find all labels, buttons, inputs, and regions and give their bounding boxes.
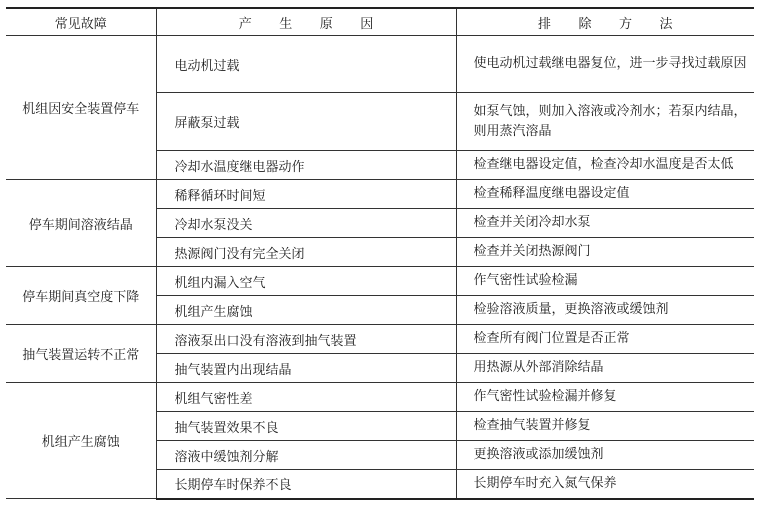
cause-cell: 屏蔽泵过载 xyxy=(156,93,456,151)
remedy-cell: 检查所有阀门位置是否正常 xyxy=(456,325,754,354)
cause-cell: 机组内漏入空气 xyxy=(156,267,456,296)
remedy-cell: 长期停车时充入氮气保养 xyxy=(456,470,754,499)
cause-cell: 电动机过载 xyxy=(156,36,456,93)
header-remedy: 排 除 方 法 xyxy=(456,8,754,36)
cause-cell: 抽气装置内出现结晶 xyxy=(156,354,456,383)
remedy-cell: 使电动机过载继电器复位，进一步寻找过载原因 xyxy=(456,36,754,93)
remedy-cell: 更换溶液或添加缓蚀剂 xyxy=(456,441,754,470)
cause-cell: 热源阀门没有完全关闭 xyxy=(156,238,456,267)
remedy-cell: 检查并关闭冷却水泵 xyxy=(456,209,754,238)
remedy-cell: 检查抽气装置并修复 xyxy=(456,412,754,441)
fault-label: 机组产生腐蚀 xyxy=(6,383,156,499)
cause-cell: 机组气密性差 xyxy=(156,383,456,412)
header-cause: 产 生 原 因 xyxy=(156,8,456,36)
header-fault: 常见故障 xyxy=(6,8,156,36)
header-row xyxy=(6,8,754,36)
cause-cell: 机组产生腐蚀 xyxy=(156,296,456,325)
remedy-cell: 用热源从外部消除结晶 xyxy=(456,354,754,383)
cause-cell: 溶液泵出口没有溶液到抽气装置 xyxy=(156,325,456,354)
cause-cell: 抽气装置效果不良 xyxy=(156,412,456,441)
remedy-cell: 检查继电器设定值，检查冷却水温度是否太低 xyxy=(456,151,754,180)
remedy-cell: 检验溶液质量，更换溶液或缓蚀剂 xyxy=(456,296,754,325)
remedy-cell: 作气密性试验检漏 xyxy=(456,267,754,296)
remedy-cell: 检查并关闭热源阀门 xyxy=(456,238,754,267)
fault-label: 停车期间溶液结晶 xyxy=(6,180,156,267)
table-row xyxy=(6,267,754,296)
table-row xyxy=(6,36,754,93)
remedy-cell: 作气密性试验检漏并修复 xyxy=(456,383,754,412)
cause-cell: 溶液中缓蚀剂分解 xyxy=(156,441,456,470)
remedy-cell: 检查稀释温度继电器设定值 xyxy=(456,180,754,209)
fault-label: 机组因安全装置停车 xyxy=(6,36,156,180)
table-row xyxy=(6,180,754,209)
cause-cell: 长期停车时保养不良 xyxy=(156,470,456,499)
fault-label: 停车期间真空度下降 xyxy=(6,267,156,325)
table-row xyxy=(6,325,754,354)
cause-cell: 稀释循环时间短 xyxy=(156,180,456,209)
table-row xyxy=(6,383,754,412)
fault-table xyxy=(6,7,754,500)
cause-cell: 冷却水温度继电器动作 xyxy=(156,151,456,180)
remedy-cell: 如泵气蚀，则加入溶液或冷剂水；若泵内结晶，则用蒸汽溶晶 xyxy=(456,93,754,151)
cause-cell: 冷却水泵没关 xyxy=(156,209,456,238)
fault-label: 抽气装置运转不正常 xyxy=(6,325,156,383)
